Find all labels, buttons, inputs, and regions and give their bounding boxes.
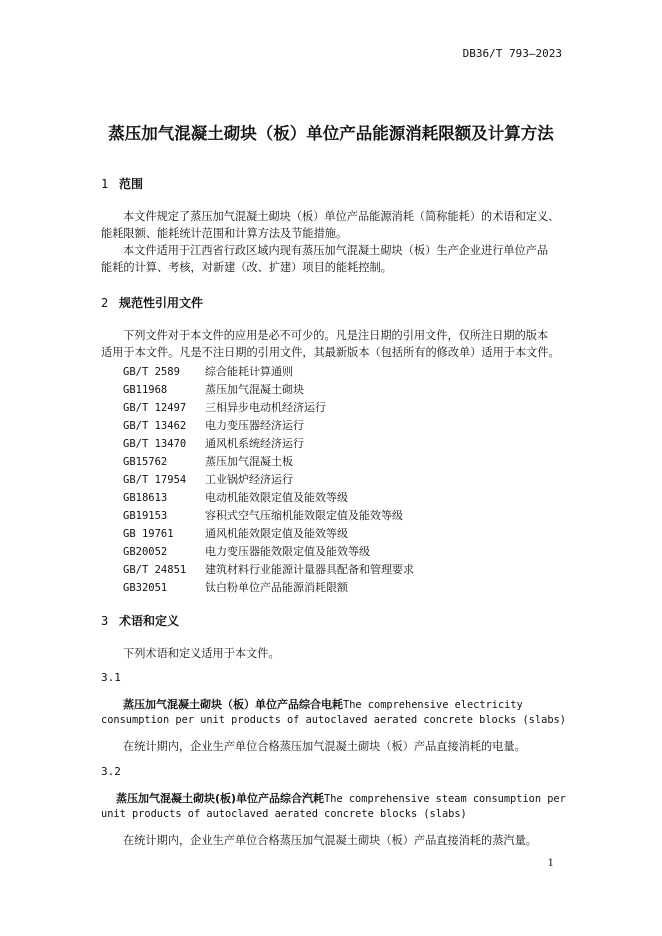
term-heading-continued (101, 807, 467, 820)
term-zh: 蒸压加气混凝土砌块（板）单位产品综合电耗 (123, 698, 343, 711)
reference-code: GB/T 24851 (123, 564, 187, 576)
section-heading-scope (101, 175, 143, 192)
reference-item (123, 561, 414, 577)
reference-name: 钛白粉单位产品能源消耗限额 (205, 581, 348, 594)
reference-item (123, 489, 348, 505)
reference-name: 容积式空气压缩机能效限定值及能效等级 (205, 509, 403, 522)
reference-code: GB15762 (123, 456, 168, 468)
reference-name: 电力变压器经济运行 (205, 419, 304, 432)
reference-name: 工业锅炉经济运行 (205, 473, 293, 486)
paragraph-line: 能耗的计算、考核，对新建（改、扩建）项目的能耗控制。 (101, 261, 392, 274)
section-number: 3 (101, 614, 109, 628)
document-code: DB36/T 793—2023 (462, 47, 562, 60)
section-title: 规范性引用文件 (119, 296, 204, 310)
reference-name: 电力变压器能效限定值及能效等级 (205, 545, 370, 558)
reference-item (123, 543, 370, 559)
reference-item (123, 507, 403, 523)
reference-item (123, 471, 293, 487)
reference-code: GB/T 12497 (123, 402, 187, 414)
reference-name: 蒸压加气混凝土板 (205, 455, 293, 468)
term-en: The comprehensive steam consumption per (324, 793, 566, 805)
term-number: 3.1 (101, 671, 121, 684)
term-en: consumption per unit products of autoclaved aerated concrete blocks (slabs) (101, 714, 566, 726)
reference-code: GB/T 2589 (123, 366, 180, 378)
reference-item (123, 525, 348, 541)
term-en: unit products of autoclaved aerated concrete blocks (slabs) (101, 808, 467, 820)
section-title: 术语和定义 (119, 614, 180, 628)
reference-code: GB11968 (123, 384, 168, 396)
document-title: 蒸压加气混凝土砌块（板）单位产品能源消耗限额及计算方法 (108, 124, 554, 143)
paragraph-line: 本文件规定了蒸压加气混凝土砌块（板）单位产品能源消耗（简称能耗）的术语和定义、 (123, 210, 560, 223)
reference-code: GB/T 13470 (123, 438, 187, 450)
term-zh: 蒸压加气混凝土砌块(板)单位产品综合汽耗 (116, 792, 325, 805)
reference-code: GB 19761 (123, 528, 174, 540)
reference-item (123, 363, 293, 379)
reference-code: GB19153 (123, 510, 168, 522)
term-en: The comprehensive electricity (343, 699, 523, 711)
reference-item (123, 453, 293, 469)
section-heading-terms-and-definitions (101, 612, 179, 629)
paragraph-line: 本文件适用于江西省行政区域内现有蒸压加气混凝土砌块（板）生产企业进行单位产品 (123, 244, 549, 257)
page-number: 1 (547, 858, 554, 869)
reference-item (123, 381, 304, 397)
term-definition: 在统计期内，企业生产单位合格蒸压加气混凝土砌块（板）产品直接消耗的蒸汽量。 (123, 834, 537, 847)
reference-item (123, 399, 326, 415)
term-number: 3.2 (101, 765, 121, 778)
section-title: 范围 (119, 177, 144, 191)
term-heading (116, 790, 566, 806)
reference-name: 三相异步电动机经济运行 (205, 401, 326, 414)
paragraph-line: 下列文件对于本文件的应用是必不可少的。凡是注日期的引用文件，仅所注日期的版本 (123, 329, 549, 342)
paragraph-line: 下列术语和定义适用于本文件。 (123, 647, 280, 660)
reference-item (123, 417, 304, 433)
section-number: 2 (101, 296, 109, 310)
section-heading-normative-references (101, 294, 203, 311)
reference-name: 通风机能效限定值及能效等级 (205, 527, 348, 540)
reference-item (123, 435, 304, 451)
paragraph-line: 能耗限额、能耗统计范围和计算方法及节能措施。 (101, 227, 348, 240)
reference-name: 电动机能效限定值及能效等级 (205, 491, 348, 504)
reference-code: GB/T 17954 (123, 474, 187, 486)
reference-name: 通风机系统经济运行 (205, 437, 304, 450)
reference-name: 建筑材料行业能源计量器具配备和管理要求 (205, 563, 414, 576)
reference-code: GB18613 (123, 492, 168, 504)
reference-item (123, 579, 348, 595)
reference-code: GB/T 13462 (123, 420, 187, 432)
paragraph-line: 适用于本文件。凡是不注日期的引用文件，其最新版本（包括所有的修改单）适用于本文件。 (101, 346, 560, 359)
term-definition: 在统计期内，企业生产单位合格蒸压加气混凝土砌块（板）产品直接消耗的电量。 (123, 740, 526, 753)
reference-name: 综合能耗计算通则 (205, 365, 293, 378)
reference-code: GB32051 (123, 582, 168, 594)
reference-name: 蒸压加气混凝土砌块 (205, 383, 304, 396)
section-number: 1 (101, 177, 109, 191)
reference-code: GB20052 (123, 546, 168, 558)
term-heading-continued (101, 713, 566, 726)
term-heading (123, 696, 523, 712)
